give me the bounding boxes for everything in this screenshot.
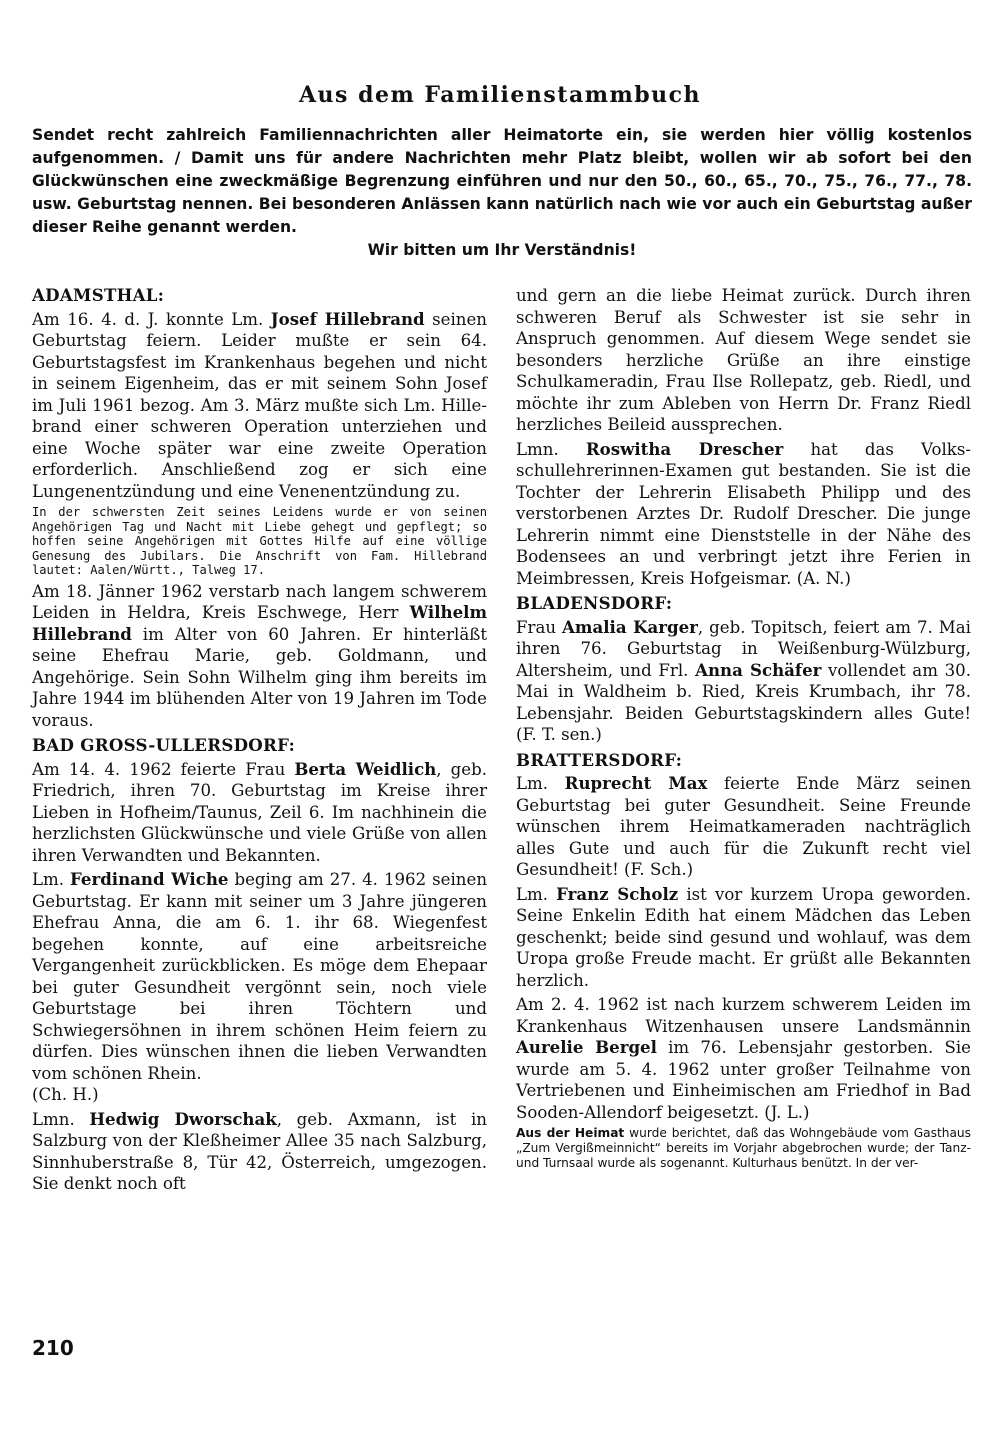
- article-paragraph: [516, 884, 971, 992]
- article-paragraph: [516, 439, 971, 590]
- text-run: im 76. Lebensjahr gestorben. Sie wurde am 5. 4. 1962 unter großer Teilnahme von Vertriebenen und Einheimischen am Friedhof in Bad Sooden-Allendorf beigesetzt. (J. L.): [516, 1038, 971, 1122]
- text-run: Am 16. 4. d. J. konnte Lm.: [32, 309, 271, 329]
- person-name: Franz Scholz: [556, 883, 679, 904]
- intro-closing: Wir bitten um Ihr Verständnis!: [367, 241, 637, 259]
- text-run: Lmn.: [32, 1109, 90, 1129]
- person-name: Wilhelm Hillebrand: [32, 602, 487, 644]
- person-name: Anna Schäfer: [695, 659, 822, 680]
- person-name: Berta Weidlich: [294, 758, 437, 779]
- article-paragraph: [32, 1109, 487, 1195]
- text-run: , geb. Topitsch, feiert am 7. Mai ihren 76. Geburtstag in Weißenburg-Wülzburg, Altersheim, und Frl.: [516, 617, 971, 680]
- person-name: Aurelie Bergel: [516, 1037, 657, 1057]
- text-run: Frau: [516, 617, 563, 637]
- article-paragraph: [516, 773, 971, 881]
- text-run: , geb. Friedrich, ihren 70. Geburtstag im Kreise ihrer Lieben in Hofheim/Taunus, Zeil 6. Im nachhinein die herzlichsten Glückwünsche und viele Grüße von allen ihren Verwandten und Bekannten.: [32, 759, 488, 865]
- text-run: Am 18. Jänner 1962 verstarb nach langem schwerem Leiden in Heldra, Kreis Eschwege, Herr: [32, 581, 487, 622]
- text-run: Lm.: [516, 884, 557, 904]
- section-heading-adamsthal: ADAMSTHAL:: [32, 285, 165, 305]
- article-paragraph: [516, 994, 971, 1123]
- article-paragraph: [516, 617, 971, 746]
- article-paragraph: [32, 309, 487, 503]
- text-run: seinen Geburtstag feiern. Leider mußte er sein 64. Geburtstagsfest im Krankenhaus begehen und nicht in seinem Eigenheim, das er mit seinem Sohn Josef im Juli 1961 bezog. Am 3. März mußte sich Lm. Hillebrand einer schweren Operation unterziehen und eine Woche später war eine zweite Operation erforderlich. Anschließend zog er sich eine Lungenentzündung und eine Venenentzündung zu.: [32, 309, 487, 501]
- text-run: ist vor kurzem Uropa geworden. Seine Enkelin Edith hat einem Mädchen das Leben geschenkt; beide sind gesund und wohlauf, was dem Uropa große Freude macht. Er grüßt alle Bekannten herzlich.: [516, 884, 971, 990]
- section-heading-brattersdorf: BRATTERSDORF:: [516, 749, 683, 770]
- left-column: [32, 285, 487, 1198]
- text-run: im Alter von 60 Jahren. Er hinterläßt seine Ehefrau Marie, geb. Goldmann, und Angehörige. Sein Sohn Wilhelm ging ihm bereits im Jahre 1944 im blühenden Alter von 19 Jahren im Tode voraus.: [32, 624, 487, 730]
- text-run: Lm.: [32, 870, 71, 889]
- text-run: vollendet am 30. Mai in Waldheim b. Ried, Kreis Krumbach, ihr 78. Lebensjahr. Beiden Geburtstagskindern alles Gute! (F. T. sen.): [516, 660, 971, 744]
- small-print-paragraph: [516, 1126, 971, 1170]
- text-run: Am 2. 4. 1962 ist nach kurzem schwerem Leiden im Krankenhaus Witzenhausen unsere Landsmännin: [516, 995, 971, 1036]
- article-paragraph: [32, 759, 487, 867]
- text-run: , geb. Axmann, ist in Salzburg von der Kleßheimer Allee 35 nach Salzburg, Sinnhuberstraße 8, Tür 42, Österreich, umgezogen. Sie denkt noch oft: [32, 1109, 487, 1193]
- text-run: Lmn.: [516, 439, 586, 459]
- text-run: wurde berichtet, daß das Wohngebäude vom Gasthaus „Zum Vergißmeinnicht“ bereits im Vorjahr abgebrochen wurde; der Tanz- und Turnsaal wurde als sogenannt. Kulturhaus benützt. In der ver-: [516, 1126, 971, 1170]
- page-number: 210: [32, 1336, 74, 1360]
- intro-text: Sendet recht zahlreich Familiennachrichten aller Heimatorte ein, sie werden hier völlig kostenlos aufgenommen. / Damit uns für andere Nachrichten mehr Platz bleibt, wollen wir ab sofort bei den Glückwünschen eine zweckmäßige Begrenzung einführen und nur den 50., 60., 65., 70., 75., 76., 77., 78. usw. Geburtstag nennen. Bei besonderen Anlässen kann natürlich nach wie vor auch ein Geburtstag außer dieser Reihe genannt werden.: [32, 126, 972, 236]
- text-run: hat das Volksschullehrerinnen-Examen gut bestanden. Sie ist die Tochter der Lehrerin Elisabeth Philipp und des verstorbenen Arztes Dr. Rudolf Drescher. Die junge Lehrerin nimmt eine Dienststelle in der Nähe des Bodensees an und verbringt jetzt ihre Ferien in Meimbressen, Kreis Hofgeismar. (A. N.): [516, 439, 971, 588]
- person-name: Ruprecht Max: [564, 773, 708, 793]
- intro-notice: [32, 124, 972, 262]
- section-heading-bad-gross-ullersdorf: BAD GROSS-ULLERSDORF:: [32, 735, 296, 755]
- person-name: Josef Hillebrand: [270, 308, 425, 329]
- lead-in: Aus der Heimat: [516, 1126, 625, 1140]
- article-paragraph-continued: und gern an die liebe Heimat zurück. Durch ihren schweren Beruf als Schwester ist sie sehr in Anspruch genommen. Auf diesem Wege sendet sie besonders herzliche Grüße an ihre einstige Schulkameradin, Frau Ilse Rollepatz, geb. Riedl, und möchte ihr zum Ableben von Herrn Dr. Franz Riedl herzliches Beileid aussprechen.: [516, 286, 971, 434]
- text-run: Lm.: [516, 774, 565, 793]
- text-run: Am 14. 4. 1962 feierte Frau: [32, 759, 295, 779]
- small-print-paragraph: In der schwersten Zeit seines Leidens wurde er von seinen Angehörigen Tag und Nacht mit Liebe gehegt und gepflegt; so hoffen seine Angehörigen mit Gottes Hilfe auf eine völlige Genesung des Jubilars. Die Anschrift von Fam. Hillebrand lautet: Aalen/Württ., Talweg 17.: [32, 505, 487, 577]
- article-paragraph: [32, 869, 487, 1084]
- right-column: [516, 285, 971, 1173]
- person-name: Roswitha Drescher: [585, 438, 784, 459]
- author-initials: (Ch. H.): [32, 1085, 99, 1104]
- text-run: feierte Ende März seinen Geburtstag bei guter Gesundheit. Seine Freunde wünschen ihrem Heimatkameraden nachträglich alles Gute und auch für die Zukunft recht viel Gesundheit! (F. Sch.): [516, 774, 972, 879]
- person-name: Amalia Karger: [562, 616, 698, 637]
- text-run: beging am 27. 4. 1962 seinen Geburtstag. Er kann mit seiner um 3 Jahre jüngeren Ehefrau Anna, die am 6. 1. ihr 68. Wiegenfest begehen konnte, auf eine arbeitsreiche Vergangenheit zurückblicken. Es möge dem Ehepaar bei guter Gesundheit vergönnt sein, noch viele Geburtstage bei ihren Töchtern und Schwiegersöhnen in ihrem schönen Heim feiern zu dürfen. Dies wünschen ihnen die lieben Verwandten vom schönen Rhein.: [32, 870, 488, 1083]
- person-name: Hedwig Dworschak: [89, 1108, 277, 1129]
- page-title: Aus dem Familienstammbuch: [298, 82, 702, 108]
- section-heading-bladensdorf: BLADENSDORF:: [516, 593, 673, 613]
- person-name: Ferdinand Wiche: [70, 869, 229, 889]
- article-paragraph: [32, 581, 487, 732]
